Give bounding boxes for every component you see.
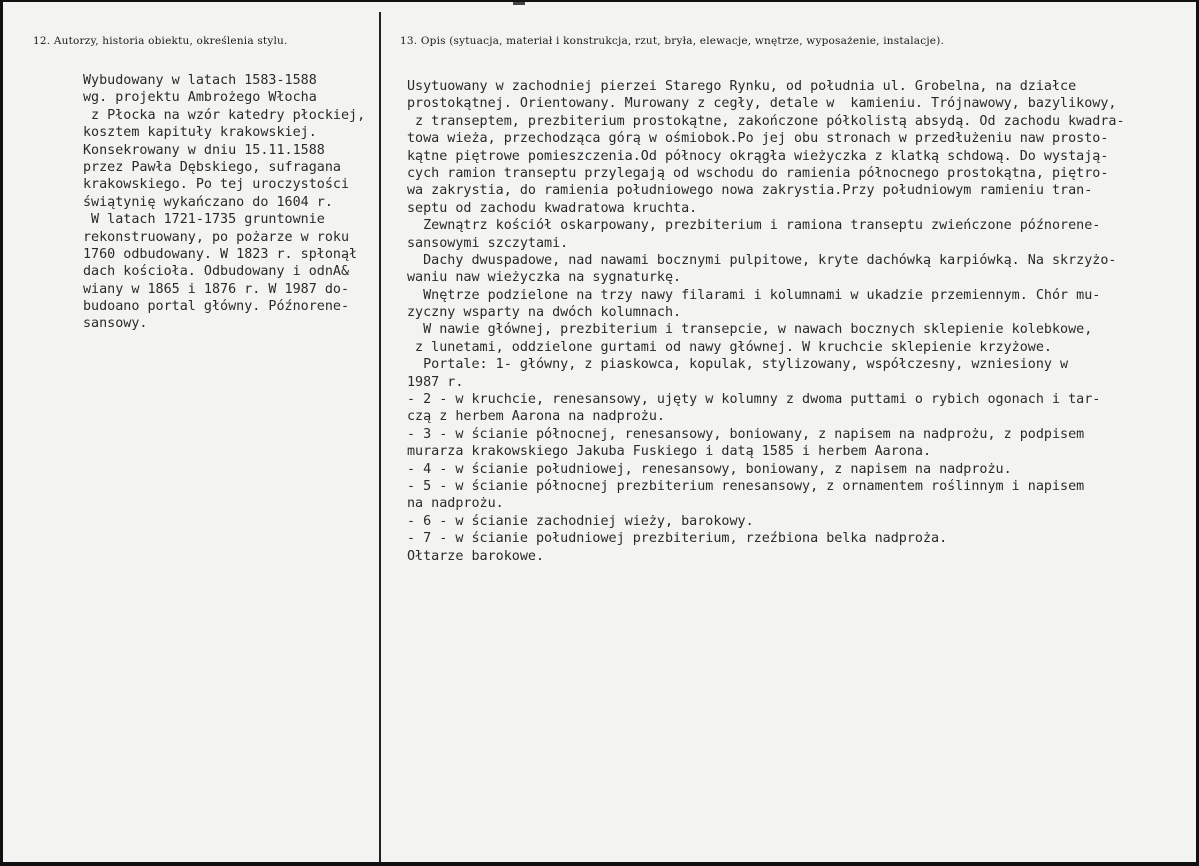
history-text-line: rekonstruowany, po pożarze w roku	[83, 229, 350, 245]
history-text-line: sansowy.	[83, 316, 148, 332]
description-text-line: - 4 - w ścianie południowej, renesansowy, boniowany, z napisem na nadprożu.	[407, 461, 1012, 477]
description-text-line: sansowymi szczytami.	[407, 235, 569, 251]
description-text-line: 1987 r.	[407, 374, 464, 390]
description-text-line: septu od zachodu kwadratowa kruchta.	[407, 200, 698, 216]
description-text-line: prostokątnej. Orientowany. Murowany z cegły, detale w kamieniu. Trójnawowy, bazylikowy,	[407, 96, 1117, 112]
history-text-line: Wybudowany w latach 1583-1588	[83, 73, 317, 88]
description-text-line: Dachy dwuspadowe, nad nawami bocznymi pulpitowe, kryte dachówką karpiówką. Na skrzyżo-	[407, 252, 1117, 268]
description-text-line: kątne piętrowe pomieszczenia.Od północy okrągła wieżyczka z klatką schdową. Do wystają-	[407, 148, 1109, 164]
description-text-line: Usytuowany w zachodniej pierzei Starego Rynku, od południa ul. Grobelna, na działce	[407, 79, 1077, 94]
top-edge-mark	[513, 2, 525, 5]
description-text-line: waniu naw wieżyczka na sygnaturkę.	[407, 270, 682, 286]
description-text-line: towa wieża, przechodząca górą w ośmiobok.Po jej obu stronach w przedłużeniu naw prosto-	[407, 131, 1109, 147]
description-text-line: Wnętrze podzielone na trzy nawy filarami i kolumnami w ukadzie przemiennym. Chór mu-	[407, 287, 1101, 303]
section-12-header: 12. Autorzy, historia obiektu, określenia stylu.	[33, 35, 288, 47]
description-text-line: - 3 - w ścianie północnej, renesansowy, boniowany, z napisem na nadprożu, z podpisem	[407, 426, 1085, 442]
description-text-line: cych ramion transeptu przylegają od wschodu do ramienia północnego prostokątna, piętro-	[407, 165, 1109, 181]
description-text-line: W nawie głównej, prezbiterium i transepcie, w nawach bocznych sklepienie kolebkowe,	[407, 322, 1093, 338]
description-text-line: z transeptem, prezbiterium prostokątne, zakończone półkolistą absydą. Od zachodu kwadra-	[407, 113, 1125, 129]
history-text-line: kosztem kapituły krakowskiej.	[83, 125, 317, 141]
history-text-line: świątynię wykańczano do 1604 r.	[83, 194, 333, 210]
description-text-line: Ołtarze barokowe.	[407, 548, 545, 564]
history-text-line: 1760 odbudowany. W 1823 r. spłonął	[83, 246, 358, 262]
history-text-line: wiany w 1865 i 1876 r. W 1987 do-	[83, 281, 350, 297]
description-text-line: murarza krakowskiego Jakuba Fuskiego i datą 1585 i herbem Aarona.	[407, 444, 932, 460]
history-text-line: W latach 1721-1735 gruntownie	[83, 212, 325, 228]
description-text-line: na nadprożu.	[407, 496, 504, 512]
history-text-line: budoano portal główny. Późnorene-	[83, 299, 350, 315]
description-text-line: - 6 - w ścianie zachodniej wieży, barokowy.	[407, 513, 754, 529]
history-text-line: Konsekrowany w dniu 15.11.1588	[83, 142, 325, 158]
description-text-line: wa zakrystia, do ramienia południowego nowa zakrystia.Przy południowym ramieniu tran-	[407, 183, 1093, 199]
description-text-line: Zewnątrz kościół oskarpowany, prezbiterium i ramiona transeptu zwieńczone późnorene-	[407, 218, 1101, 234]
history-text-line: wg. projektu Ambrożego Włocha	[83, 90, 317, 106]
history-text-line: z Płocka na wzór katedry płockiej,	[83, 107, 366, 123]
history-text-line: przez Pawła Dębskiego, sufragana	[83, 159, 341, 175]
description-text-line: - 7 - w ścianie południowej prezbiterium, rzeźbiona belka nadproża.	[407, 531, 948, 547]
description-text-line: czą z herbem Aarona na nadprożu.	[407, 409, 665, 425]
description-text-line: - 5 - w ścianie północnej prezbiterium renesansowy, z ornamentem roślinnym i napisem	[407, 478, 1085, 494]
description-text	[407, 78, 1125, 565]
description-text-line: - 2 - w kruchcie, renesansowy, ujęty w kolumny z dwoma puttami o rybich ogonach i tar-	[407, 392, 1101, 408]
section-13-header: 13. Opis (sytuacja, materiał i konstrukcja, rzut, bryła, elewacje, wnętrze, wyposażenie, instalacje).	[400, 35, 945, 47]
description-text-line: z lunetami, oddzielone gurtami od nawy głównej. W kruchcie sklepienie krzyżowe.	[407, 339, 1052, 355]
column-divider	[379, 12, 381, 862]
description-text-line: Portale: 1- główny, z piaskowca, kopulak, stylizowany, współczesny, wzniesiony w	[407, 357, 1069, 373]
history-text-line: krakowskiego. Po tej uroczystości	[83, 177, 350, 193]
history-text	[83, 72, 365, 333]
description-text-line: zyczny wsparty na dwóch kolumnach.	[407, 305, 682, 321]
document-sheet	[3, 2, 1196, 862]
history-text-line: dach kościoła. Odbudowany i odnA&	[83, 264, 350, 280]
